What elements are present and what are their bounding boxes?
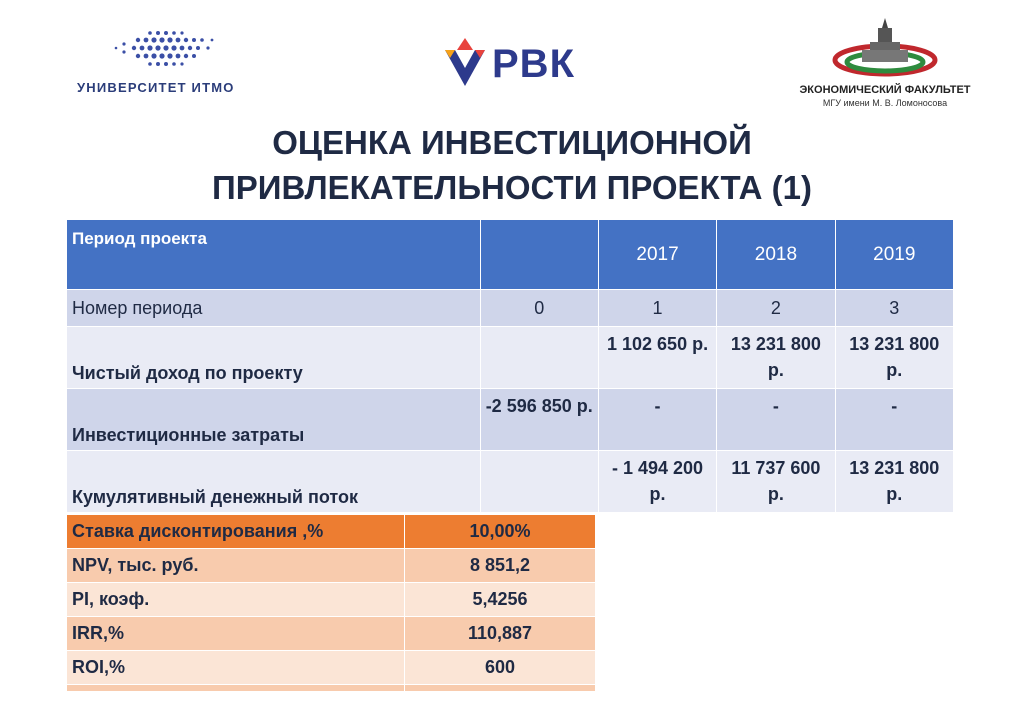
metric-label: IRR,% [67,617,405,651]
itmo-dots-icon [72,28,262,78]
itmo-logo-text: УНИВЕРСИТЕТ ИТМО [77,80,235,95]
row-label: Кумулятивный денежный поток [67,451,481,513]
row-value [480,451,598,513]
metric-value: 5,4256 [405,583,596,617]
title-line-2: ПРИВЛЕКАТЕЛЬНОСТИ ПРОЕКТА (1) [212,169,812,206]
row-value: - 1 494 200 р. [598,451,716,513]
title-line-1: ОЦЕНКА ИНВЕСТИЦИОННОЙ [272,124,752,161]
rvk-triangle-icon [440,38,490,94]
row-value: 13 231 800 р. [835,327,953,389]
row-value: 13 231 800 р. [835,451,953,513]
metric-label: ROI,% [67,651,405,685]
row-value: 2 [717,290,835,327]
table-row [67,515,596,549]
page-title [150,120,874,210]
row-value: - [598,389,716,451]
row-label: Чистый доход по проекту [67,327,481,389]
econ-faculty-logo [790,16,980,112]
header-year-cell: 2017 [598,220,716,290]
itmo-logo [72,28,262,100]
table-row [67,451,954,513]
header-year-cell [480,220,598,290]
row-value: 3 [835,290,953,327]
table-row [67,651,596,685]
table-row [67,583,596,617]
row-value: 0 [480,290,598,327]
metric-value: 600 [405,651,596,685]
table-row [67,290,954,327]
metric-value: 8 851,2 [405,549,596,583]
row-value: - [717,389,835,451]
row-value: 13 231 800 р. [717,327,835,389]
row-value: - [835,389,953,451]
table-row [67,389,954,451]
metrics-table [66,514,596,692]
header-year-cell: 2019 [835,220,953,290]
table-header-row [67,220,954,290]
table-row [67,327,954,389]
rvk-logo [440,38,600,94]
econ-faculty-subtitle: МГУ имени М. В. Ломоносова [822,98,948,108]
table-row-spacer [67,685,596,692]
header-year-cell: 2018 [717,220,835,290]
metric-label: NPV, тыс. руб. [67,549,405,583]
econ-faculty-title: ЭКОНОМИЧЕСКИЙ ФАКУЛЬТЕТ [799,84,971,96]
metric-value: 10,00% [405,515,596,549]
row-label: Номер периода [67,290,481,327]
metric-label: PI, коэф. [67,583,405,617]
table-row [67,549,596,583]
spacer-cell [67,685,405,692]
table-row [67,617,596,651]
row-value: -2 596 850 р. [480,389,598,451]
msu-building-icon [790,16,980,82]
metric-label: Ставка дисконтирования ,% [67,515,405,549]
header-period-label: Период проекта [67,220,481,290]
row-value: 1 [598,290,716,327]
spacer-cell [405,685,596,692]
metric-value: 110,887 [405,617,596,651]
cashflow-table [66,219,954,513]
row-value: 11 737 600 р. [717,451,835,513]
row-value: 1 102 650 р. [598,327,716,389]
row-label: Инвестиционные затраты [67,389,481,451]
rvk-logo-text: РВК [492,42,575,86]
row-value [480,327,598,389]
